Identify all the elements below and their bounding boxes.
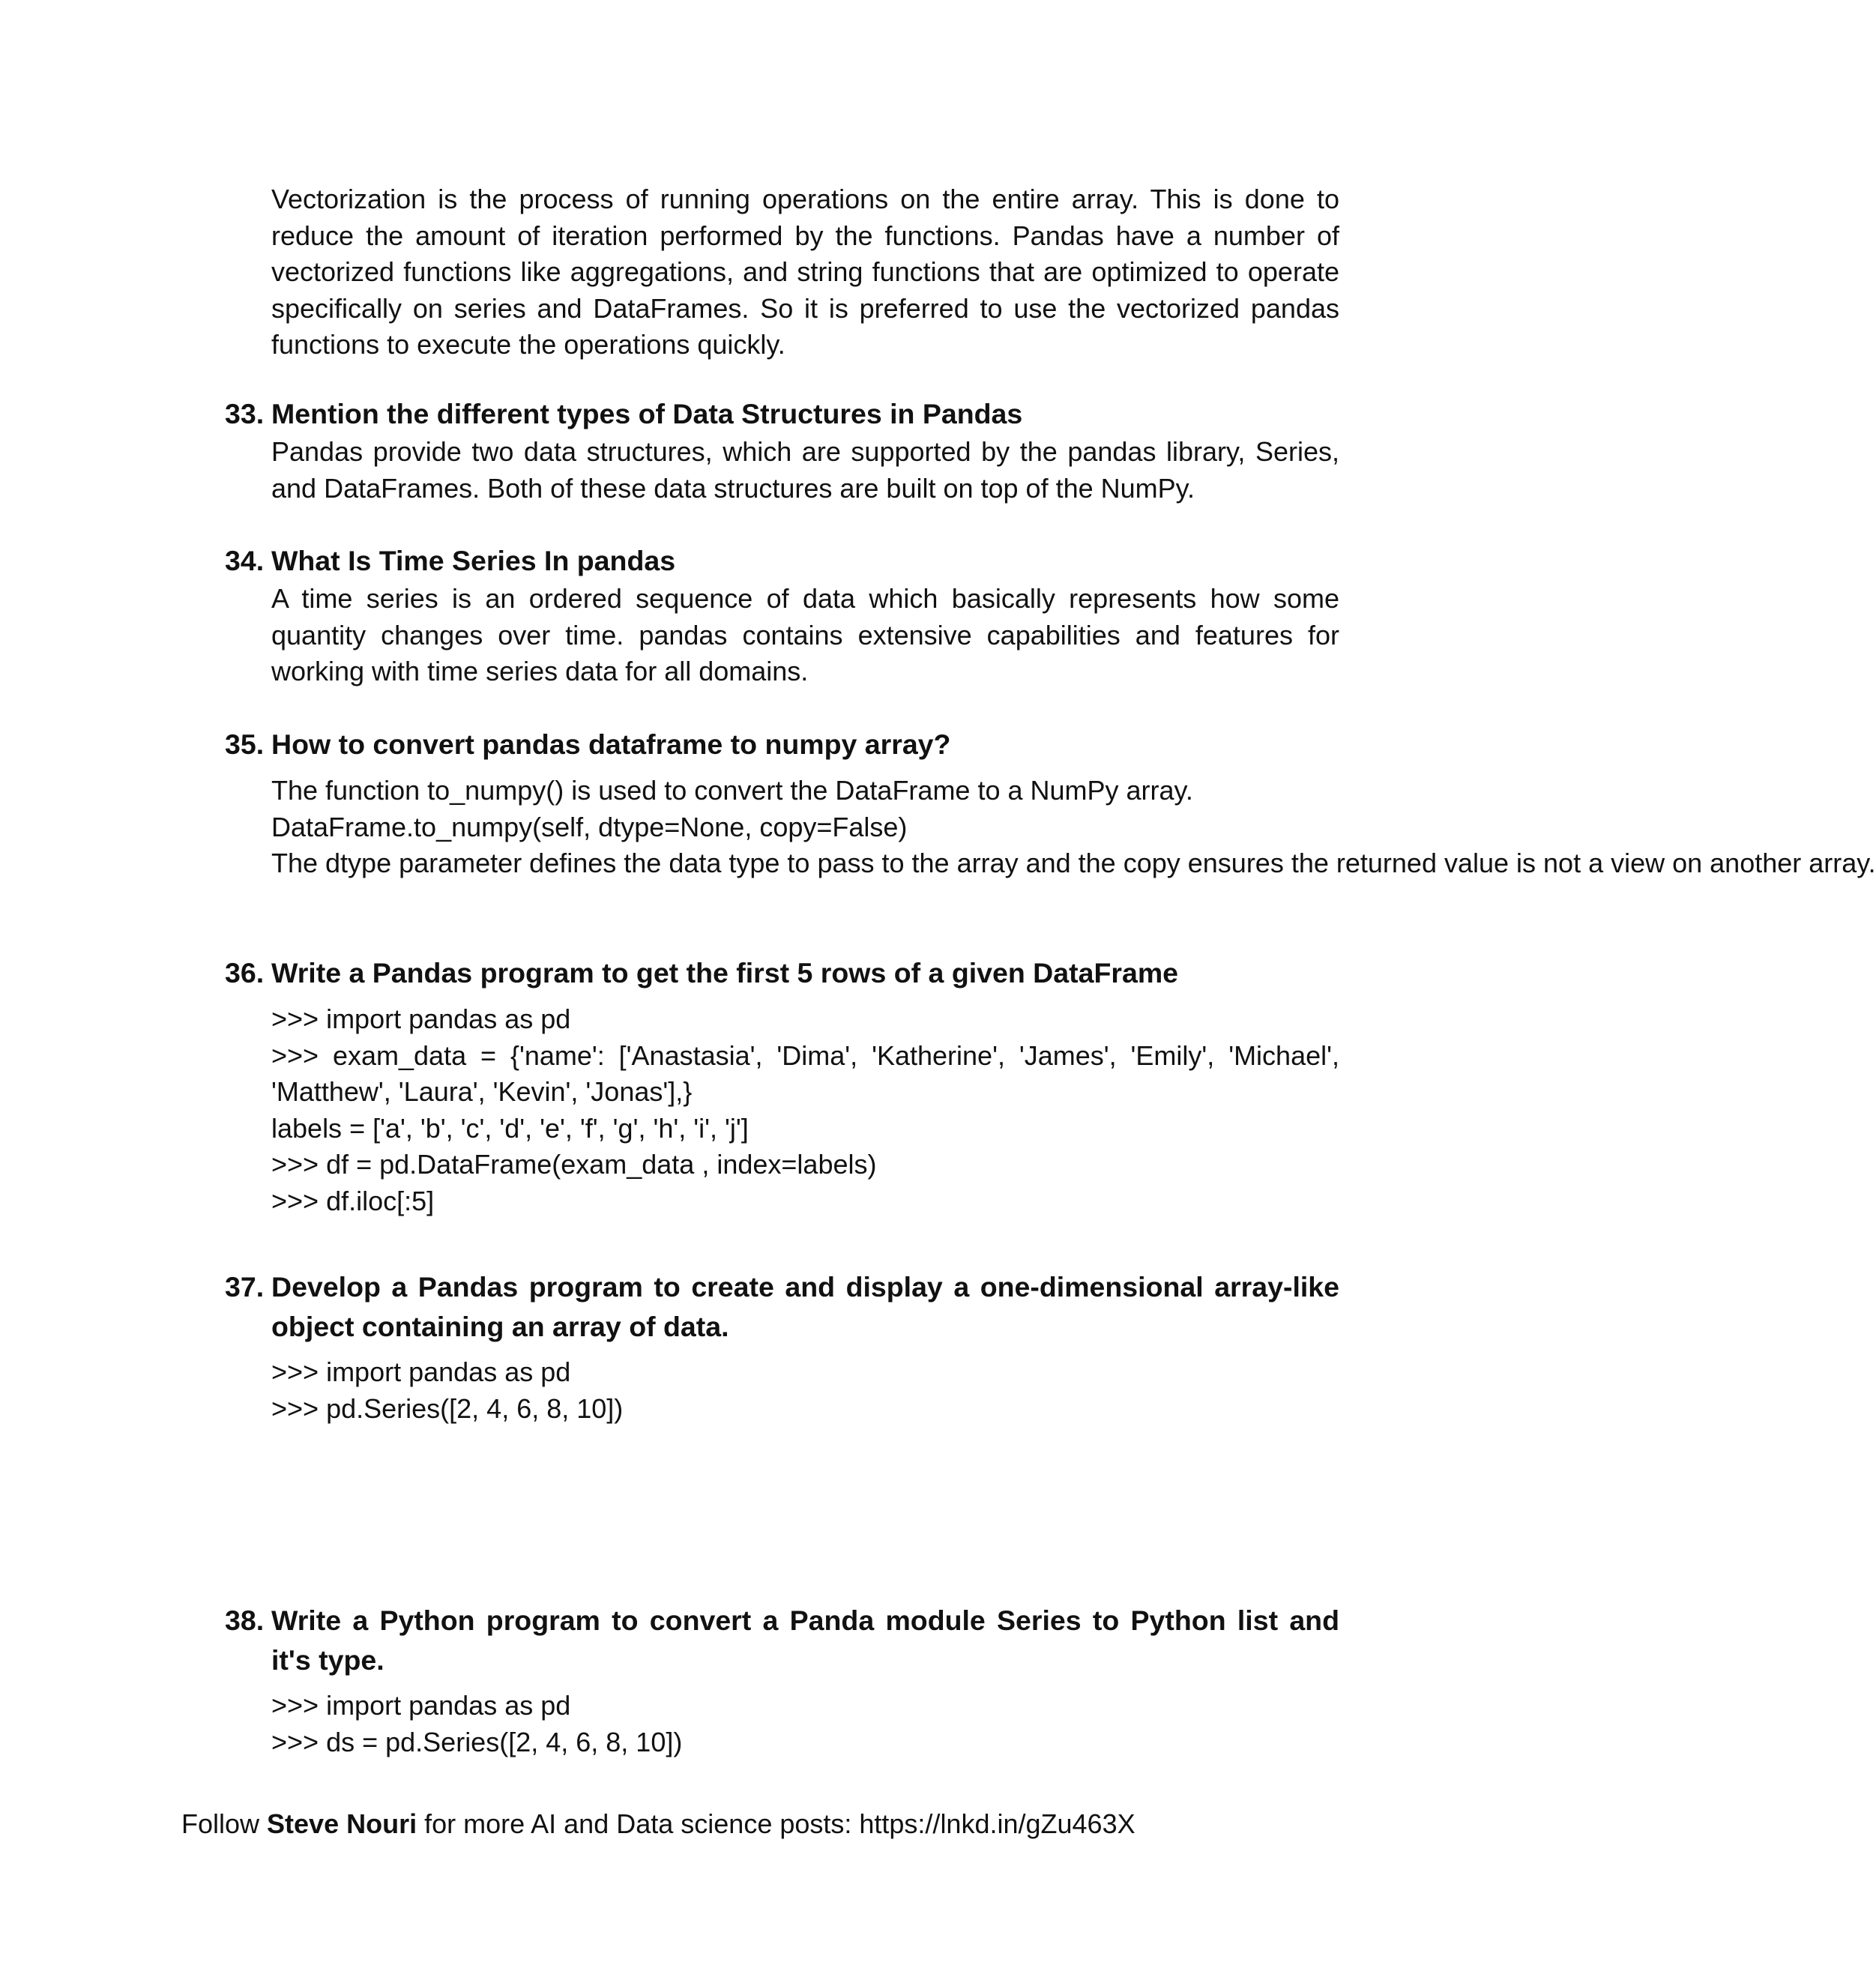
answer-line: The dtype parameter defines the data type to pass to the array and the copy ensures the returned value is not a view on another array. <box>271 848 1876 878</box>
question-37-number: 37. <box>225 1271 265 1303</box>
question-37-heading <box>225 1267 1339 1347</box>
answer-line: The function to_numpy() is used to convert the DataFrame to a NumPy array. <box>271 775 1193 806</box>
question-37-code <box>271 1354 1339 1427</box>
question-36-title: Write a Pandas program to get the first 5 rows of a given DataFrame <box>271 957 1179 989</box>
footer-link-text: for more AI and Data science posts: https://lnkd.in/gZu463X <box>417 1808 1135 1839</box>
question-38-heading <box>225 1601 1339 1680</box>
question-36-code <box>271 1001 1339 1219</box>
intro-paragraph: Vectorization is the process of running operations on the entire array. This is done to reduce the amount of iteration performed by the functions. Pandas have a number of vectorized functions like aggregations, and string functions that are optimized to operate specifically on series and DataFrames. So it is preferred to use the vectorized pandas functions to execute the operations quickly. <box>271 184 1339 360</box>
question-33-heading <box>225 394 1339 434</box>
question-34-heading <box>225 541 1339 581</box>
code-line: >>> import pandas as pd <box>271 1356 571 1387</box>
footer-prefix: Follow <box>181 1808 268 1839</box>
question-35-title: How to convert pandas dataframe to numpy array? <box>271 728 951 760</box>
code-line: >>> pd.Series([2, 4, 6, 8, 10]) <box>271 1392 624 1424</box>
question-34-title: What Is Time Series In pandas <box>271 545 676 576</box>
question-33-answer: Pandas provide two data structures, which are supported by the pandas library, Series, and DataFrames. Both of these data structures are built on top of the NumPy. <box>271 436 1339 504</box>
code-line: labels = ['a', 'b', 'c', 'd', 'e', 'f', 'g', 'h', 'i', 'j'] <box>271 1112 749 1144</box>
question-35-heading <box>225 725 1339 764</box>
question-33-title: Mention the different types of Data Structures in Pandas <box>271 398 1023 429</box>
code-line: >>> import pandas as pd <box>271 1690 571 1721</box>
question-35-number: 35. <box>225 728 265 760</box>
question-37-title: Develop a Pandas program to create and display a one-dimensional array-like object containing an array of data. <box>271 1271 1339 1342</box>
question-38-code <box>271 1688 1339 1760</box>
code-line: >>> exam_data = {'name': ['Anastasia', 'Dima', 'Katherine', 'James', 'Emily', 'Michael', 'Matthew', 'Laura', 'Kevin', 'Jonas'],} <box>271 1039 1339 1107</box>
question-36-heading <box>225 953 1339 993</box>
question-34-answer: A time series is an ordered sequence of data which basically represents how some quantity changes over time. pandas contains extensive capabilities and features for working with time series data for all domains. <box>271 583 1339 686</box>
question-33-number: 33. <box>225 398 265 429</box>
question-35-answer <box>271 773 1876 882</box>
footer-credit <box>181 1806 1135 1842</box>
code-line: >>> df.iloc[:5] <box>271 1185 435 1216</box>
question-34-number: 34. <box>225 545 265 576</box>
footer-author-name: Steve Nouri <box>267 1808 417 1839</box>
code-line: DataFrame.to_numpy(self, dtype=None, copy=False) <box>271 811 908 842</box>
code-line: >>> ds = pd.Series([2, 4, 6, 8, 10]) <box>271 1726 683 1757</box>
code-line: >>> df = pd.DataFrame(exam_data , index=labels) <box>271 1149 877 1180</box>
question-38-title: Write a Python program to convert a Panda module Series to Python list and it's type. <box>271 1605 1339 1676</box>
code-line: >>> import pandas as pd <box>271 1003 571 1034</box>
question-38-number: 38. <box>225 1605 265 1636</box>
question-36-number: 36. <box>225 957 265 989</box>
